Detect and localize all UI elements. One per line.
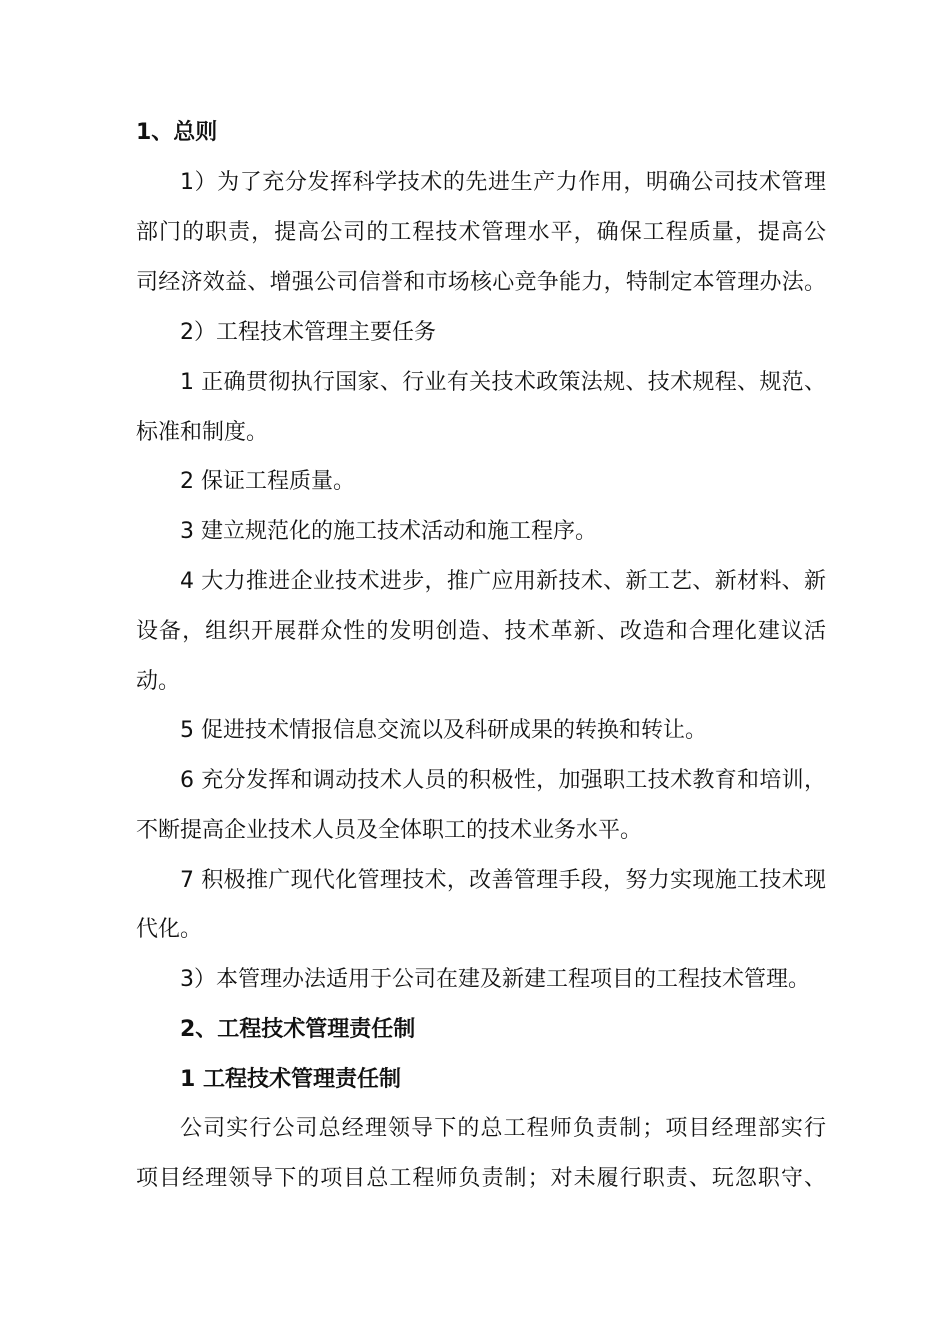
task-4-line-3: 动。 [136,669,181,694]
paragraph-1-line-2: 部门的职责，提高公司的工程技术管理水平，确保工程质量，提高公 [136,220,826,245]
task-6-line-2: 不断提高企业技术人员及全体职工的技术业务水平。 [136,818,643,843]
task-3: 3 建立规范化的施工技术活动和施工程序。 [180,519,597,544]
subsection-1-heading: 1 工程技术管理责任制 [180,1067,401,1092]
section-2-heading: 2、工程技术管理责任制 [180,1017,416,1042]
task-1-line-1: 1 正确贯彻执行国家、行业有关技术政策法规、技术规程、规范、 [180,370,826,395]
section-2-paragraph-line-2: 项目经理领导下的项目总工程师负责制；对未履行职责、玩忽职守、 [136,1166,826,1191]
task-4-line-2: 设备，组织开展群众性的发明创造、技术革新、改造和合理化建议活 [136,619,826,644]
task-7-line-2: 代化。 [136,917,203,942]
task-5: 5 促进技术情报信息交流以及科研成果的转换和转让。 [180,718,707,743]
task-4-line-1: 4 大力推进企业技术进步，推广应用新技术、新工艺、新材料、新 [180,569,826,594]
task-6-line-1: 6 充分发挥和调动技术人员的积极性，加强职工技术教育和培训， [180,768,826,793]
section-1-heading: 1、总则 [136,120,218,145]
paragraph-2: 2）工程技术管理主要任务 [180,320,436,345]
paragraph-3: 3）本管理办法适用于公司在建及新建工程项目的工程技术管理。 [180,967,810,992]
paragraph-1-line-1: 1）为了充分发挥科学技术的先进生产力作用，明确公司技术管理 [180,170,826,195]
paragraph-1-line-3: 司经济效益、增强公司信誉和市场核心竞争能力，特制定本管理办法。 [136,270,826,295]
task-7-line-1: 7 积极推广现代化管理技术，改善管理手段，努力实现施工技术现 [180,868,826,893]
task-1-line-2: 标准和制度。 [136,420,269,445]
task-2: 2 保证工程质量。 [180,469,355,494]
section-2-paragraph-line-1: 公司实行公司总经理领导下的总工程师负责制；项目经理部实行 [180,1116,826,1141]
